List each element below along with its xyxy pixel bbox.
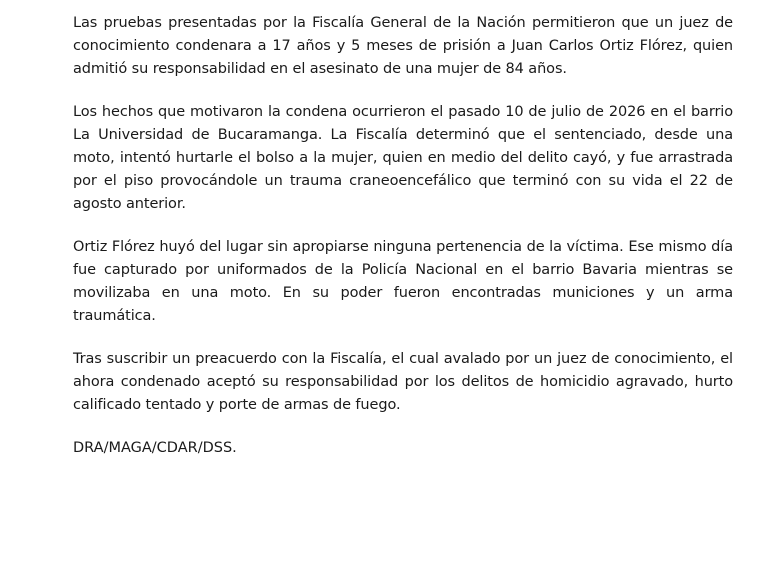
paragraph-3: Ortiz Flórez huyó del lugar sin apropiarse ninguna pertenencia de la víctima. Ese mismo día fue capturado por uniformados de la Policía Nacional en el barrio Bavaria mientras se movilizaba en una moto. En su poder fueron encontradas municiones y un arma traumática.: [73, 239, 733, 324]
paragraph-2: Los hechos que motivaron la condena ocurrieron el pasado 10 de julio de 2026 en el barrio La Universidad de Bucaramanga. La Fiscalía determinó que el sentenciado, desde una moto, intentó hurtarle el bolso a la mujer, quien en medio del delito cayó, y fue arrastrada por el piso provocándole un trauma craneoencefálico que terminó con su vida el 22 de agosto anterior.: [73, 104, 733, 212]
paragraph-4: Tras suscribir un preacuerdo con la Fiscalía, el cual avalado por un juez de conocimiento, el ahora condenado aceptó su responsabilidad por los delitos de homicidio agravado, hurto calificado tentado y porte de armas de fuego.: [73, 351, 733, 413]
signature-initials: DRA/MAGA/CDAR/DSS.: [73, 440, 237, 456]
document-body: [73, 12, 733, 460]
paragraph-1: Las pruebas presentadas por la Fiscalía General de la Nación permitieron que un juez de conocimiento condenara a 17 años y 5 meses de prisión a Juan Carlos Ortiz Flórez, quien admitió su responsabilidad en el asesinato de una mujer de 84 años.: [73, 15, 733, 77]
